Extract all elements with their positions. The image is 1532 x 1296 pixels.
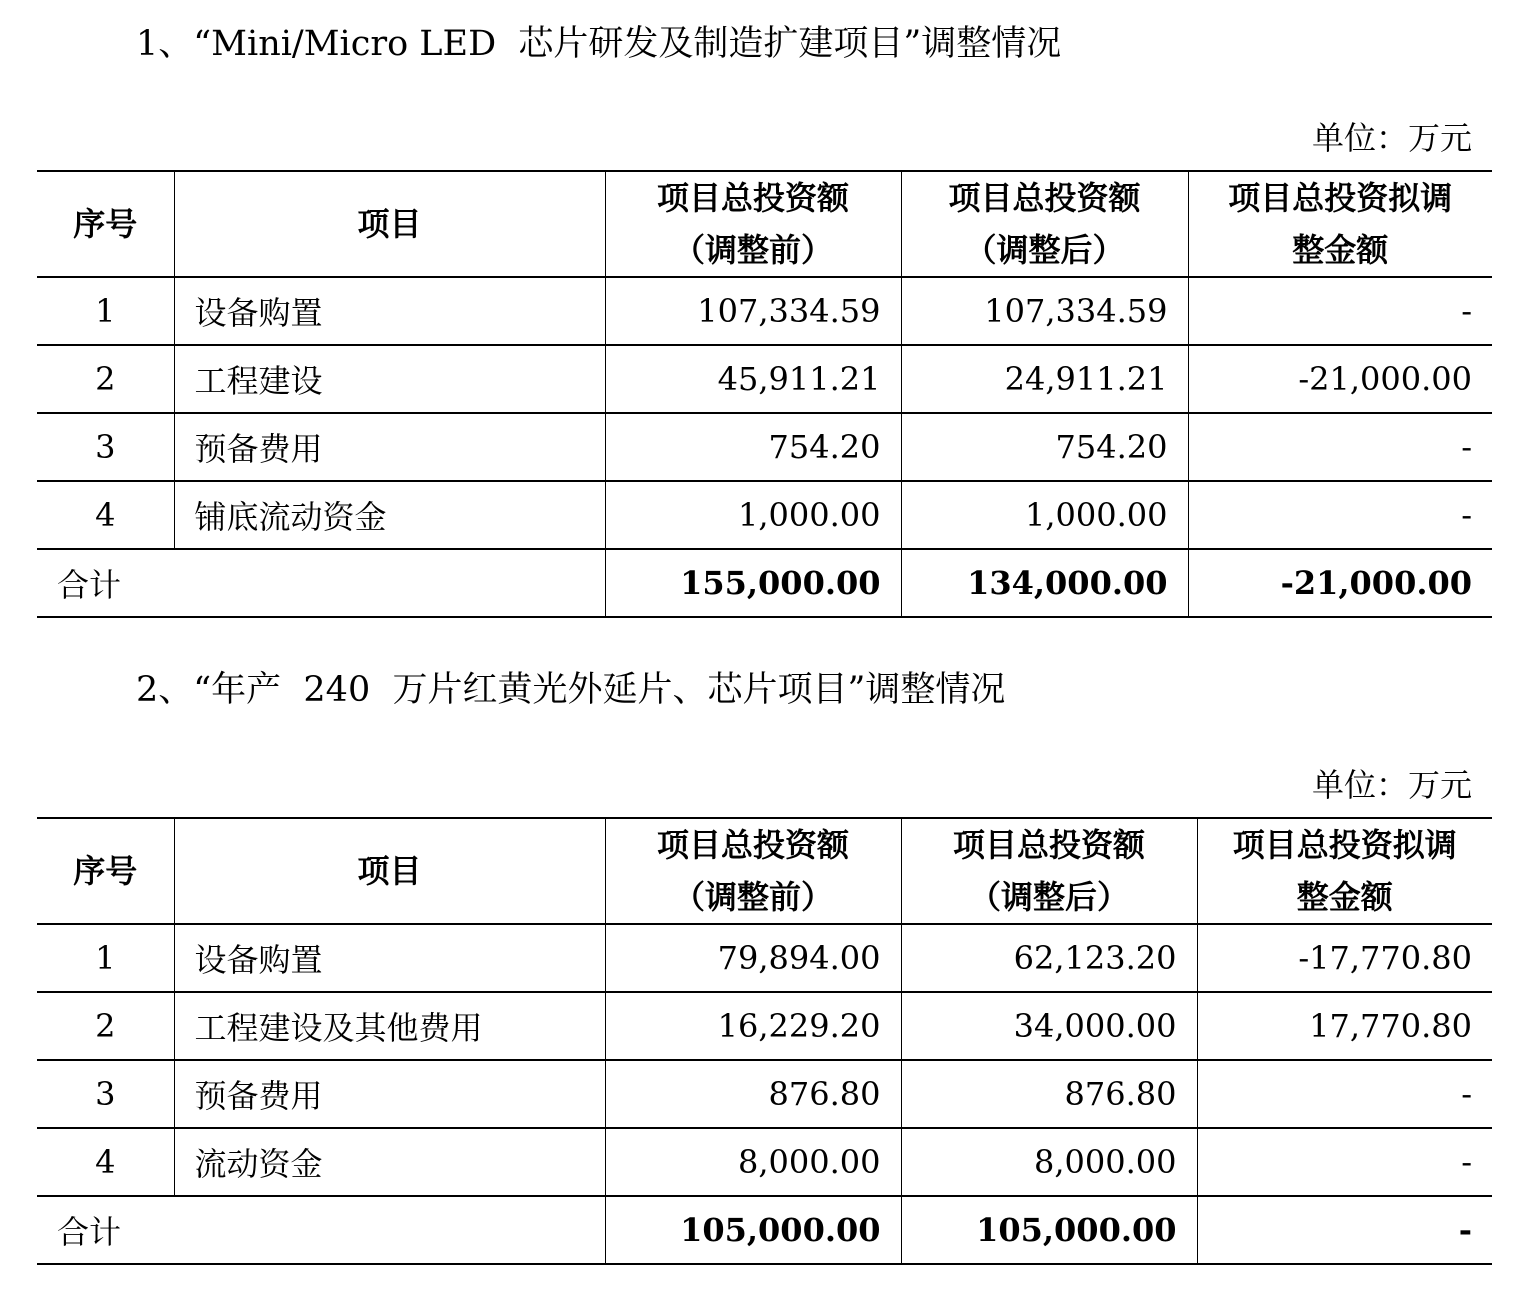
section-1-table	[37, 170, 1492, 618]
section-2-unit-label: 单位：万元	[1311, 766, 1472, 804]
header-seq: 序号	[37, 818, 174, 924]
row-item: 设备购置	[174, 924, 605, 992]
header-item: 项目	[174, 171, 605, 277]
total-adjustment: -21,000.00	[1188, 549, 1492, 617]
row-after: 876.80	[901, 1060, 1197, 1128]
table-row	[37, 1128, 1492, 1196]
row-before: 16,229.20	[605, 992, 901, 1060]
row-item: 工程建设及其他费用	[174, 992, 605, 1060]
section-1-unit-label: 单位：万元	[1311, 119, 1472, 157]
row-adjustment: -	[1197, 1060, 1492, 1128]
table-row	[37, 992, 1492, 1060]
header-item: 项目	[174, 818, 605, 924]
table-row	[37, 924, 1492, 992]
row-before: 754.20	[605, 413, 901, 481]
total-label: 合计	[37, 549, 605, 617]
section-1-heading: 1、“Mini/Micro LED 芯片研发及制造扩建项目”调整情况	[136, 24, 1062, 64]
row-adjustment: -	[1197, 1128, 1492, 1196]
row-adjustment: 17,770.80	[1197, 992, 1492, 1060]
row-seq: 2	[37, 992, 174, 1060]
row-seq: 3	[37, 413, 174, 481]
row-before: 45,911.21	[605, 345, 901, 413]
row-seq: 3	[37, 1060, 174, 1128]
table-row	[37, 345, 1492, 413]
header-adjustment	[1197, 818, 1492, 924]
total-after: 105,000.00	[901, 1196, 1197, 1264]
section-2-table	[37, 817, 1492, 1265]
header-before-line2: （调整前）	[672, 231, 833, 269]
row-adjustment: -	[1188, 481, 1492, 549]
row-item: 工程建设	[174, 345, 605, 413]
row-adjustment: -	[1188, 413, 1492, 481]
row-seq: 2	[37, 345, 174, 413]
total-after: 134,000.00	[901, 549, 1188, 617]
row-after: 1,000.00	[901, 481, 1188, 549]
header-seq: 序号	[37, 171, 174, 277]
row-seq: 1	[37, 924, 174, 992]
header-after	[901, 818, 1197, 924]
header-adjustment-line2: 整金额	[1292, 231, 1389, 269]
row-item: 设备购置	[174, 277, 605, 345]
row-after: 107,334.59	[901, 277, 1188, 345]
row-after: 24,911.21	[901, 345, 1188, 413]
total-before: 155,000.00	[605, 549, 901, 617]
row-adjustment: -	[1188, 277, 1492, 345]
row-after: 8,000.00	[901, 1128, 1197, 1196]
header-before	[605, 171, 901, 277]
table-row	[37, 481, 1492, 549]
header-before-line1: 项目总投资额	[656, 179, 849, 217]
table-header-row	[37, 171, 1492, 277]
total-label: 合计	[37, 1196, 605, 1264]
row-item: 铺底流动资金	[174, 481, 605, 549]
row-item: 预备费用	[174, 1060, 605, 1128]
row-adjustment: -17,770.80	[1197, 924, 1492, 992]
header-adjustment-line1: 项目总投资拟调	[1232, 826, 1457, 864]
header-after-line2: （调整后）	[964, 231, 1125, 269]
row-before: 107,334.59	[605, 277, 901, 345]
row-after: 62,123.20	[901, 924, 1197, 992]
header-after-line1: 项目总投资额	[948, 179, 1141, 217]
row-item: 流动资金	[174, 1128, 605, 1196]
row-before: 79,894.00	[605, 924, 901, 992]
total-before: 105,000.00	[605, 1196, 901, 1264]
row-item: 预备费用	[174, 413, 605, 481]
table-row	[37, 413, 1492, 481]
header-before-line1: 项目总投资额	[656, 826, 849, 864]
row-after: 754.20	[901, 413, 1188, 481]
header-before-line2: （调整前）	[672, 878, 833, 916]
table-total-row	[37, 1196, 1492, 1264]
header-adjustment-line2: 整金额	[1296, 878, 1393, 916]
row-seq: 4	[37, 481, 174, 549]
row-before: 876.80	[605, 1060, 901, 1128]
header-after	[901, 171, 1188, 277]
header-adjustment-line1: 项目总投资拟调	[1228, 179, 1453, 217]
header-before	[605, 818, 901, 924]
row-adjustment: -21,000.00	[1188, 345, 1492, 413]
table-header-row	[37, 818, 1492, 924]
header-after-line2: （调整后）	[968, 878, 1129, 916]
row-seq: 1	[37, 277, 174, 345]
row-after: 34,000.00	[901, 992, 1197, 1060]
header-after-line1: 项目总投资额	[952, 826, 1145, 864]
table-total-row	[37, 549, 1492, 617]
total-adjustment: -	[1197, 1196, 1492, 1264]
row-seq: 4	[37, 1128, 174, 1196]
row-before: 8,000.00	[605, 1128, 901, 1196]
header-adjustment	[1188, 171, 1492, 277]
section-2-heading: 2、“年产 240 万片红黄光外延片、芯片项目”调整情况	[136, 670, 1006, 710]
table-row	[37, 277, 1492, 345]
table-row	[37, 1060, 1492, 1128]
row-before: 1,000.00	[605, 481, 901, 549]
